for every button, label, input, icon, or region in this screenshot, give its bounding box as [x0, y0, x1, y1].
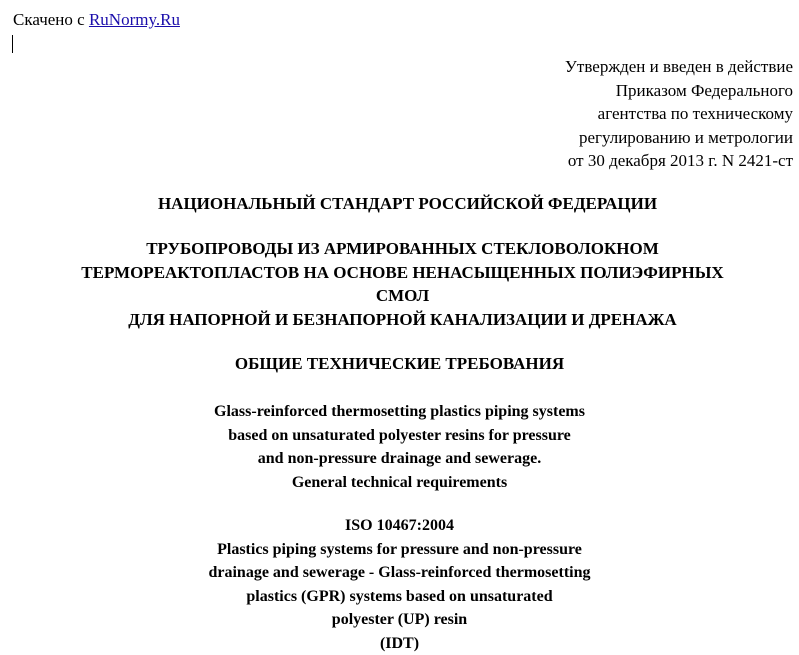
- text-cursor: [12, 35, 13, 53]
- english-title-line: General technical requirements: [0, 471, 799, 495]
- iso-title-line: (IDT): [0, 632, 799, 655]
- russian-title: [3, 237, 799, 331]
- russian-title-line: ТЕРМОРЕАКТОПЛАСТОВ НА ОСНОВЕ НЕНАСЫЩЕННЫХ ПОЛИЭФИРНЫХ: [3, 261, 799, 285]
- english-title-line: Glass-reinforced thermosetting plastics piping systems: [0, 400, 799, 424]
- english-title-line: and non-pressure drainage and sewerage.: [0, 447, 799, 471]
- english-title: [0, 400, 799, 494]
- standard-type-heading: НАЦИОНАЛЬНЫЙ СТАНДАРТ РОССИЙСКОЙ ФЕДЕРАЦИИ: [8, 192, 799, 215]
- approval-line: Утвержден и введен в действие: [565, 55, 793, 79]
- iso-reference: [0, 514, 799, 655]
- approval-line: агентства по техническому: [565, 102, 793, 126]
- iso-title-line: polyester (UP) resin: [0, 608, 799, 632]
- iso-code: ISO 10467:2004: [0, 514, 799, 538]
- approval-line: Приказом Федерального: [565, 79, 793, 103]
- russian-title-line: ДЛЯ НАПОРНОЙ И БЕЗНАПОРНОЙ КАНАЛИЗАЦИИ И ДРЕНАЖА: [3, 308, 799, 332]
- russian-title-line: СМОЛ: [3, 284, 799, 308]
- russian-title-line: ТРУБОПРОВОДЫ ИЗ АРМИРОВАННЫХ СТЕКЛОВОЛОКНОМ: [3, 237, 799, 261]
- approval-line: регулированию и метрологии: [565, 126, 793, 150]
- iso-title-line: Plastics piping systems for pressure and non-pressure: [0, 538, 799, 562]
- iso-title-line: plastics (GPR) systems based on unsaturated: [0, 585, 799, 609]
- iso-title-line: drainage and sewerage - Glass-reinforced thermosetting: [0, 561, 799, 585]
- source-prefix: Скачено с: [13, 10, 85, 29]
- runormy-link[interactable]: RuNormy.Ru: [89, 10, 180, 29]
- source-line: [13, 9, 180, 30]
- approval-line: от 30 декабря 2013 г. N 2421-ст: [565, 149, 793, 173]
- english-title-line: based on unsaturated polyester resins for pressure: [0, 424, 799, 448]
- approval-block: [565, 55, 793, 173]
- russian-subtitle: ОБЩИЕ ТЕХНИЧЕСКИЕ ТРЕБОВАНИЯ: [0, 352, 799, 375]
